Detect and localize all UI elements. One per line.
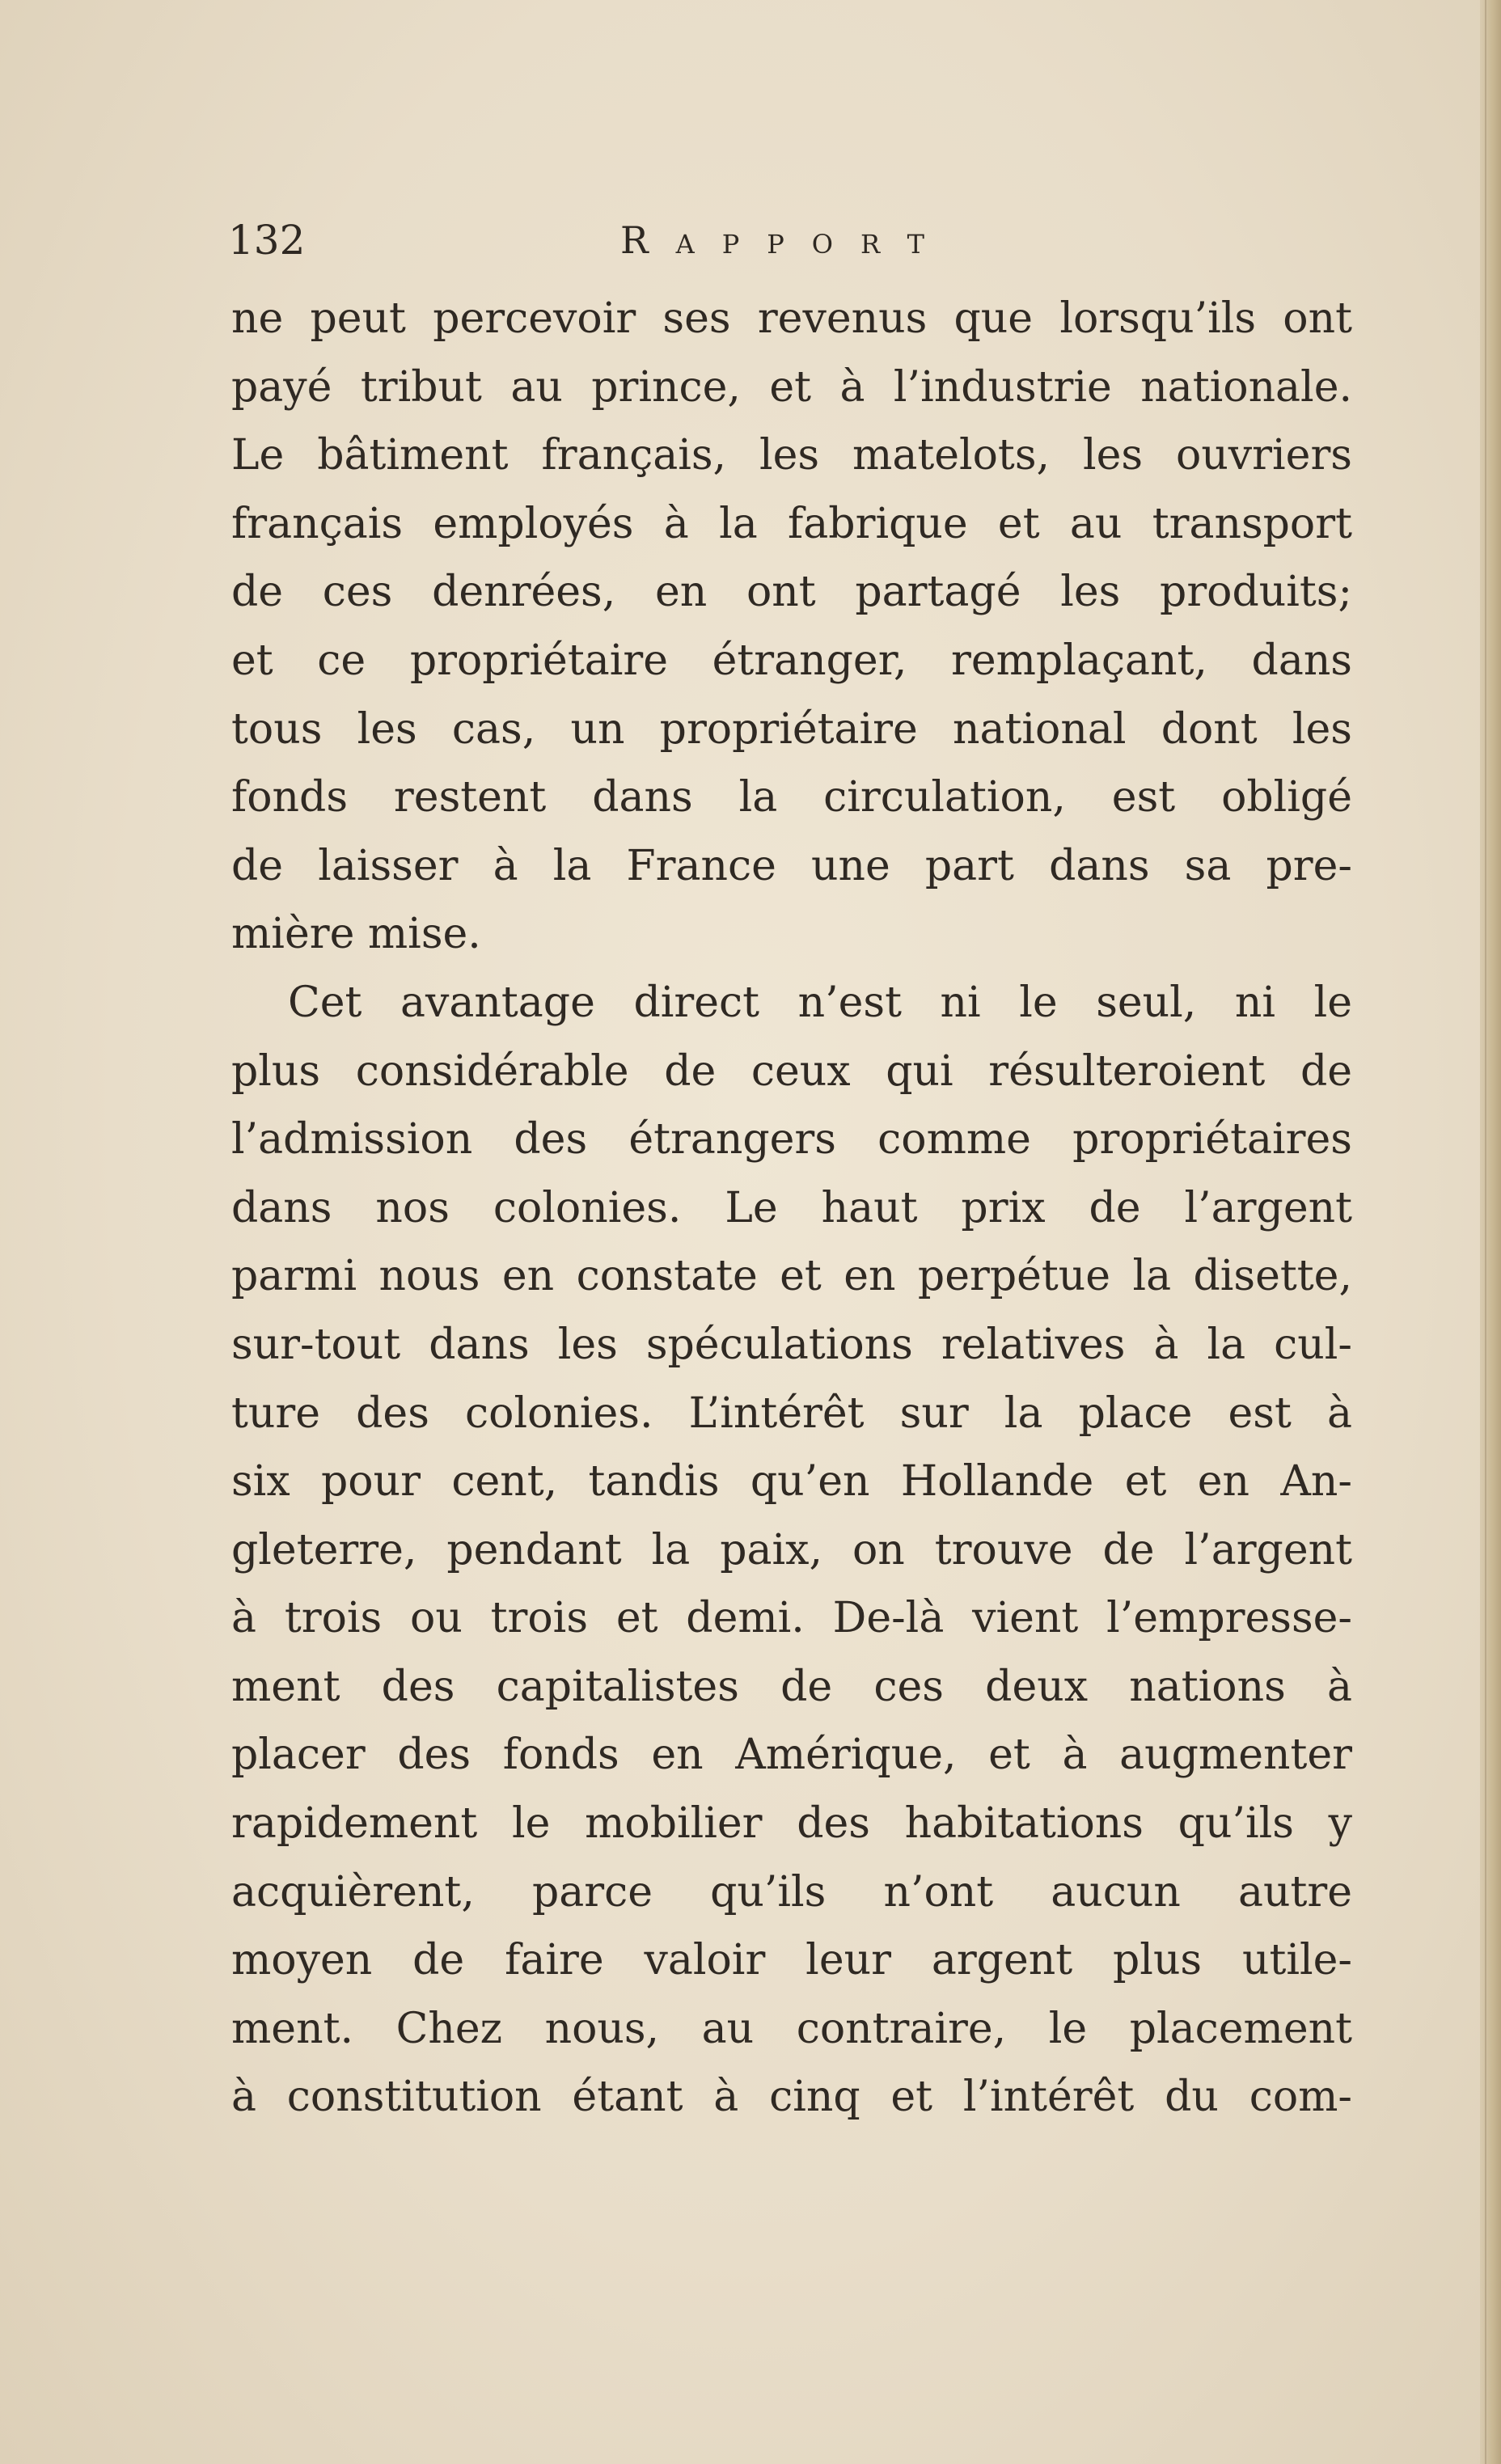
- text-line: six pour cent, tandis qu’en Hollande et en An-: [231, 1457, 1352, 1507]
- text-line: et ce propriétaire étranger, remplaçant, dans: [231, 636, 1352, 685]
- body-text: [231, 285, 1352, 2132]
- text-line: plus considérable de ceux qui résulteroient de: [231, 1046, 1352, 1096]
- text-line: sur-tout dans les spéculations relatives à la cul-: [231, 1320, 1352, 1369]
- text-line: acquièrent, parce qu’ils n’ont aucun autre: [231, 1867, 1352, 1917]
- page-edge-line: [1485, 0, 1486, 2464]
- text-line: payé tribut au prince, et à l’industrie nationale.: [231, 362, 1352, 412]
- text-line: ment des capitalistes de ces deux nations à: [231, 1662, 1352, 1711]
- text-line: gleterre, pendant la paix, on trouve de l’argent: [231, 1525, 1352, 1574]
- text-line: ment. Chez nous, au contraire, le placement: [231, 2004, 1352, 2053]
- text-line: rapidement le mobilier des habitations qu’ils y: [231, 1799, 1352, 1849]
- text-line: l’admission des étrangers comme propriétaires: [231, 1115, 1352, 1164]
- text-line: de laisser à la France une part dans sa pre-: [231, 841, 1352, 890]
- page-edge: [1480, 0, 1501, 2464]
- text-line: moyen de faire valoir leur argent plus utile-: [231, 1936, 1352, 1985]
- text-line: mière mise.: [231, 910, 481, 959]
- paragraph-start-line: Cet avantage direct n’est ni le seul, ni le: [288, 978, 1352, 1027]
- running-title: Rapport: [620, 218, 952, 262]
- text-line: français employés à la fabrique et au transport: [231, 499, 1352, 548]
- text-line: ne peut percevoir ses revenus que lorsqu’ils ont: [231, 294, 1352, 343]
- text-line: placer des fonds en Amérique, et à augmenter: [231, 1731, 1352, 1780]
- text-line: dans nos colonies. Le haut prix de l’argent: [231, 1183, 1352, 1232]
- text-line: fonds restent dans la circulation, est obligé: [231, 773, 1352, 822]
- text-line: à trois ou trois et demi. De-là vient l’empresse-: [231, 1594, 1352, 1643]
- text-line: parmi nous en constate et en perpétue la disette,: [231, 1252, 1352, 1301]
- text-line: Le bâtiment français, les matelots, les ouvriers: [231, 431, 1352, 480]
- page-number: 132: [228, 217, 306, 264]
- text-line: tous les cas, un propriétaire national dont les: [231, 704, 1352, 754]
- text-line: à constitution étant à cinq et l’intérêt du com-: [231, 2073, 1352, 2122]
- page-header: [228, 212, 1352, 268]
- text-line: ture des colonies. L’intérêt sur la place est à: [231, 1388, 1352, 1438]
- text-line: de ces denrées, en ont partagé les produits;: [231, 568, 1352, 617]
